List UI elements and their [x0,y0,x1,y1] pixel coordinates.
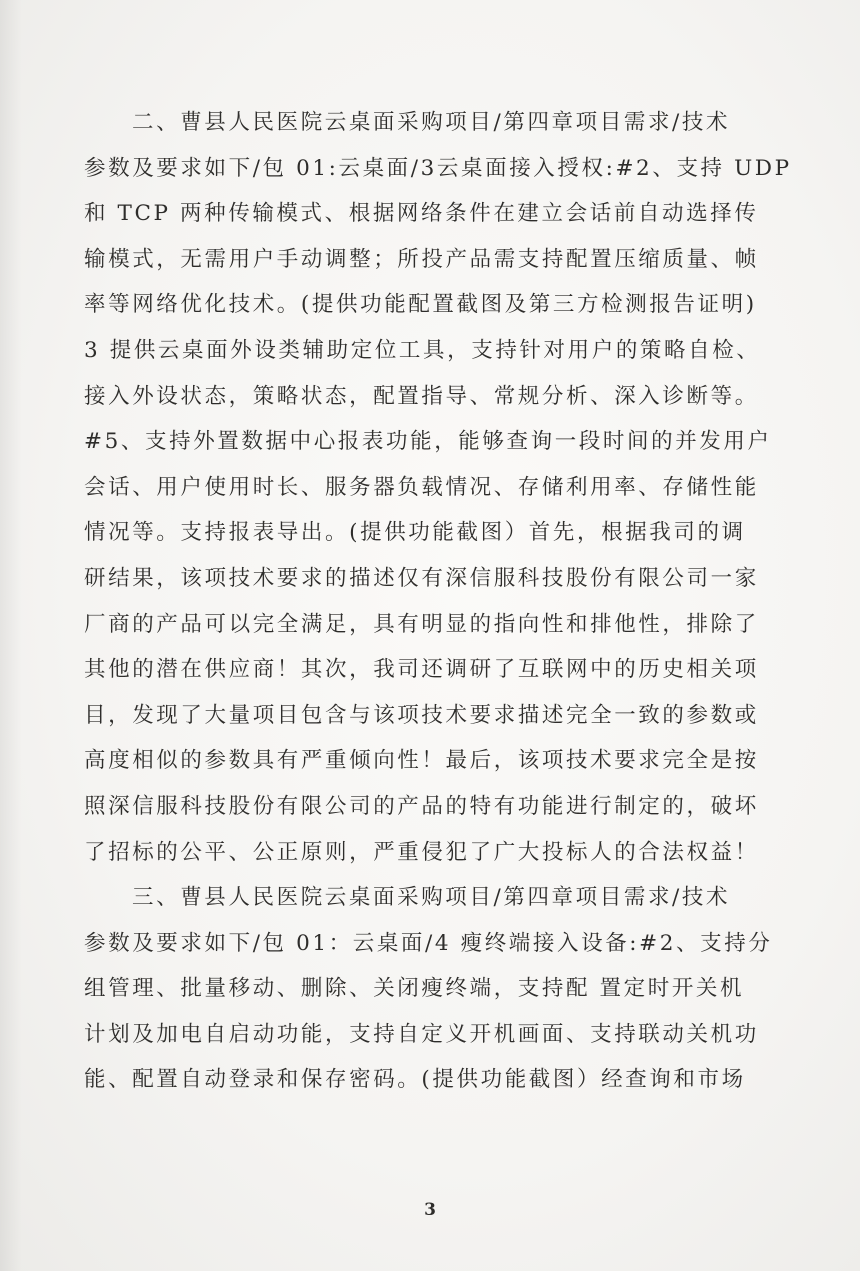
paragraph-3-line-1: 三、曹县人民医院云桌面采购项目/第四章项目需求/技术 [132,885,731,911]
paragraph-2-line-17: 了招标的公平、公正原则，严重侵犯了广大投标人的合法权益！ [84,839,759,865]
paragraph-2-line-1: 二、曹县人民医院云桌面采购项目/第四章项目需求/技术 [132,110,731,135]
paragraph-2-line-14: 目，发现了大量项目包含与该项技术要求描述完全一致的参数或 [84,702,759,728]
paragraph-2-line-7: 接入外设状态，策略状态，配置指导、常规分析、深入诊断等。 [84,383,759,409]
paragraph-2-line-12: 厂商的产品可以完全满足，具有明显的指向性和排他性，排除了 [84,611,759,637]
page-number: 3 [424,1200,436,1220]
paragraph-2-line-5: 率等网络优化技术。(提供功能配置截图及第三方检测报告证明) [84,292,757,318]
paragraph-2-line-11: 研结果，该项技术要求的描述仅有深信服科技股份有限公司一家 [84,565,759,591]
page-edge-shadow [0,0,22,1271]
paragraph-2-line-15: 高度相似的参数具有严重倾向性！最后，该项技术要求完全是按 [84,748,759,774]
paragraph-2-line-3: 和 TCP 两种传输模式、根据网络条件在建立会话前自动选择传 [84,201,759,227]
paragraph-2-line-13: 其他的潜在供应商！其次，我司还调研了互联网中的历史相关项 [84,657,759,683]
paragraph-2-line-4: 输模式，无需用户手动调整；所投产品需支持配置压缩质量、帧 [84,246,759,272]
paragraph-3-line-3: 组管理、批量移动、删除、关闭瘦终端，支持配 置定时开关机 [84,976,745,1002]
paragraph-3-line-5: 能、配置自动登录和保存密码。(提供功能截图）经查询和市场 [84,1067,746,1093]
paragraph-2-line-16: 照深信服科技股份有限公司的产品的特有功能进行制定的，破坏 [84,793,759,819]
paragraph-2-line-6: 3 提供云桌面外设类辅助定位工具，支持针对用户的策略自检、 [84,337,761,363]
paragraph-2-line-10: 情况等。支持报表导出。(提供功能截图）首先，根据我司的调 [84,520,746,546]
paragraph-2-line-9: 会话、用户使用时长、服务器负载情况、存储利用率、存储性能 [84,474,759,500]
body-text [84,100,792,1103]
paragraph-2-line-8: #5、支持外置数据中心报表功能，能够查询一段时间的并发用户 [84,429,772,455]
paragraph-3-line-4: 计划及加电自启动功能，支持自定义开机画面、支持联动关机功 [84,1021,759,1047]
paragraph-2-line-2: 参数及要求如下/包 01:云桌面/3云桌面接入授权:#2、支持 UDP [84,155,792,181]
paragraph-3-line-2: 参数及要求如下/包 01：云桌面/4 瘦终端接入设备:#2、支持分 [84,930,773,956]
